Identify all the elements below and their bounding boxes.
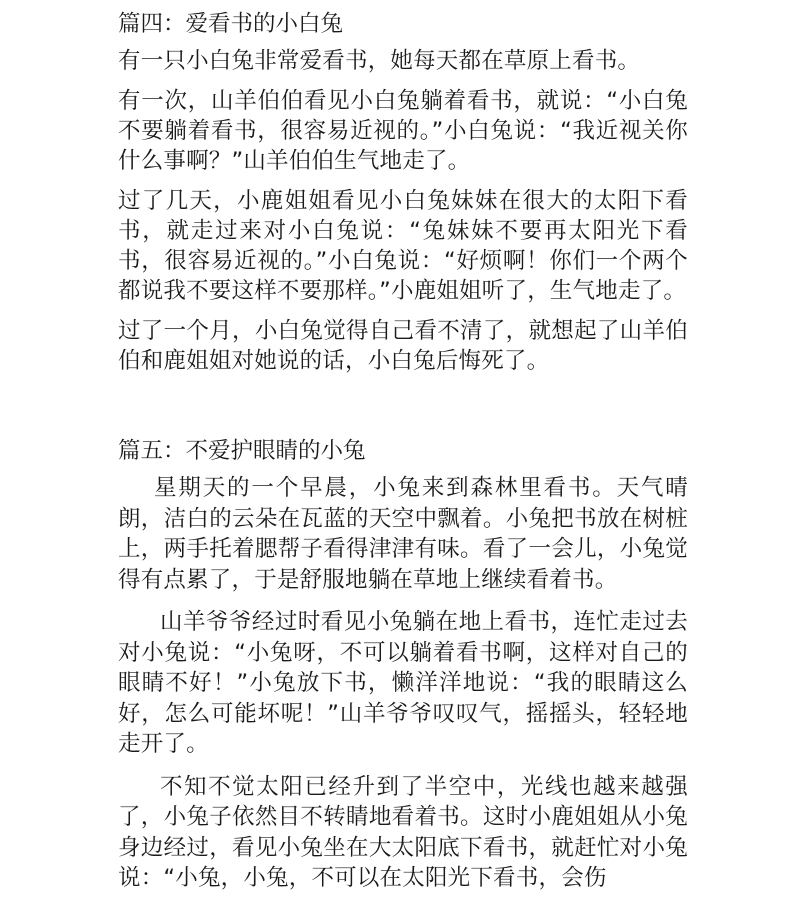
story-5-section — [118, 435, 688, 906]
story-4-paragraph-1: 有一只小白兔非常爱看书，她每天都在草原上看书。 — [118, 48, 641, 74]
story-4-paragraph-3: 过了几天，小鹿姐姐看见小白兔妹妹在很大的太阳下看书，就走过来对小白兔说：“兔妹妹不要再太阳光下看书，很容易近视的。”小白兔说：“好烦啊！你们一个两个都说我不要这样不要那样。”小鹿姐姐听了，生气地走了。 — [118, 188, 688, 304]
story-4-title: 篇四：爱看书的小白兔 — [118, 11, 344, 37]
story-4-paragraph-2: 有一次，山羊伯伯看见小白兔躺着看书，就说：“小白兔不要躺着看书，很容易近视的。”小白兔说：“我近视关你什么事啊？”山羊伯伯生气地走了。 — [118, 88, 688, 174]
story-5-paragraph-3: 不知不觉太阳已经升到了半空中，光线也越来越强了，小兔子依然目不转睛地看着书。这时小鹿姐姐从小兔身边经过，看见小兔坐在大太阳底下看书，就赶忙对小兔说：“小兔，小兔，不可以在太阳光下看书，会伤 — [118, 773, 688, 891]
story-4-paragraph-4: 过了一个月，小白兔觉得自己看不清了，就想起了山羊伯伯和鹿姐姐对她说的话，小白兔后悔死了。 — [118, 318, 688, 374]
story-5-title: 篇五：不爱护眼睛的小兔 — [118, 438, 366, 464]
story-5-paragraph-2: 山羊爷爷经过时看见小兔躺在地上看书，连忙走过去对小兔说：“小兔呀，不可以躺着看书啊，这样对自己的眼睛不好！”小兔放下书，懒洋洋地说：“我的眼睛这么好，怎么可能坏呢！”山羊爷爷叹叹气，摇摇头，轻轻地走开了。 — [118, 609, 688, 757]
story-4-section — [118, 8, 688, 386]
story-5-paragraph-1: 星期天的一个早晨，小兔来到森林里看书。天气晴朗，洁白的云朵在瓦蓝的天空中飘着。小兔把书放在树桩上，两手托着腮帮子看得津津有味。看了一会儿，小兔觉得有点累了，于是舒服地躺在草地上继续看着书。 — [118, 475, 688, 593]
